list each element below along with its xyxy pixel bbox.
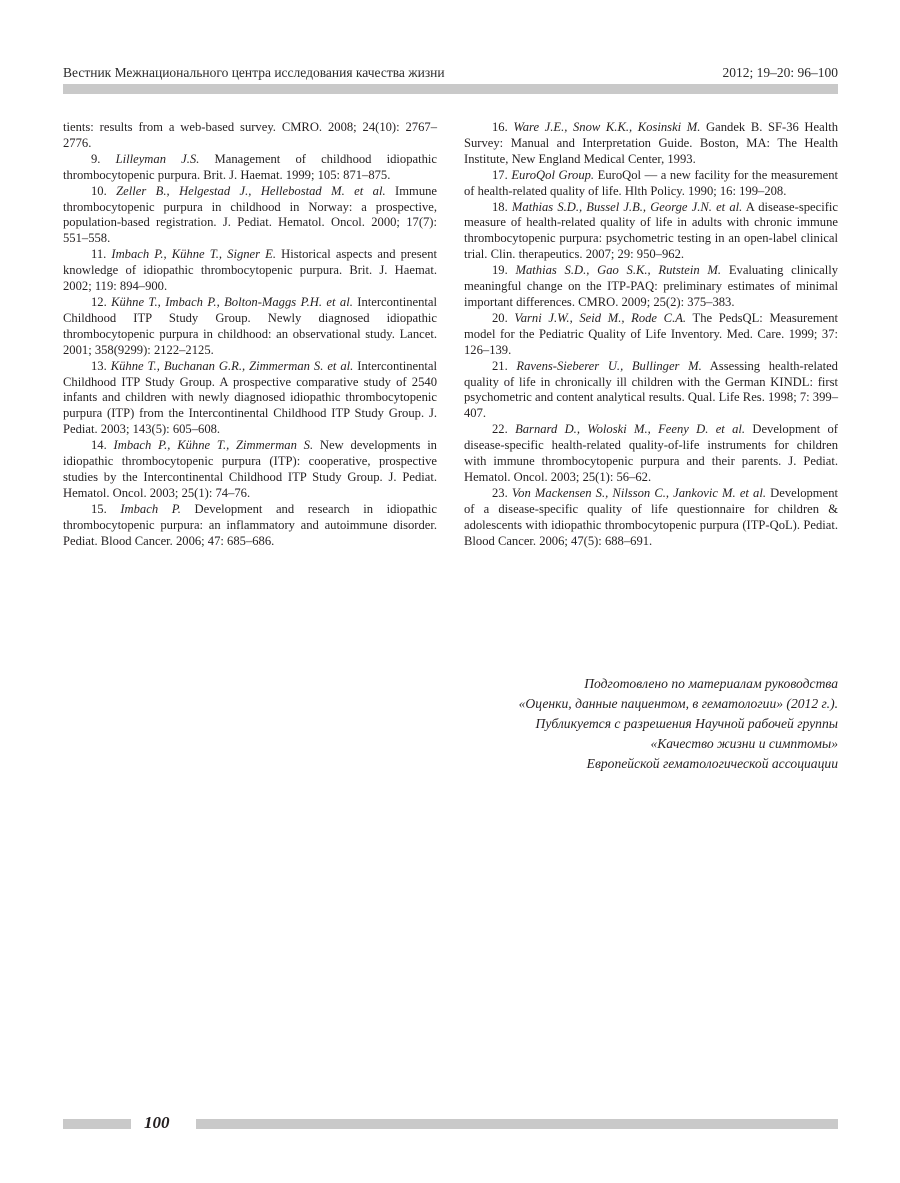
footer-rule-left [63,1119,131,1129]
reference-authors: Mathias S.D., Gao S.K., Rutstein M. [515,263,722,278]
reference-number: 11. [91,247,107,262]
reference-authors: Lilleyman J.S. [115,151,200,166]
reference-20 [464,311,838,359]
acknowledgement-line: «Качество жизни и симптомы» [650,736,838,751]
journal-title: Вестник Межнационального центра исследования качества жизни [63,65,445,80]
reference-23 [464,486,838,550]
reference-text: A disease-specific measure of health-related quality of life in adults with chronic immune thrombocytopenic purpura: psychometric testing in an open-label clinical trial. Clin. therapeutics. 2007; 29: 950–962. [464,199,838,262]
reference-15 [63,502,437,550]
reference-number: 10. [91,183,107,198]
acknowledgement-note [380,674,838,774]
reference-text: tients: results from a web-based survey. CMRO. 2008; 24(10): 2767–2776. [63,120,437,150]
reference-text: The PedsQL: Measurement model for the Pediatric Quality of Life Inventory. Med. Care. 1999; 37: 126–139. [464,310,839,357]
reference-number: 13. [91,358,107,373]
reference-text: Management of childhood idiopathic thrombocytopenic purpura. Brit. J. Haemat. 1999; 105: 871–875. [63,151,437,182]
acknowledgement-line: Европейской гематологической ассоциации [586,756,838,771]
reference-17 [464,168,838,200]
acknowledgement-line: Публикуется с разрешения Научной рабочей группы [535,716,838,731]
reference-continued [63,120,437,152]
reference-authors: Zeller B., Helgestad J., Hellebostad M. et al. [116,183,386,198]
left-column [63,120,437,549]
reference-text: Gandek B. SF-36 Health Survey: Manual and Interpretation Guide. Boston, MA: The Health Institute, New England Medical Center, 1993. [464,120,838,166]
reference-number: 22. [492,422,508,437]
reference-number: 16. [492,120,508,134]
right-column [464,120,838,549]
reference-number: 14. [91,438,107,453]
reference-21 [464,359,838,423]
reference-text: Historical aspects and present knowledge of idiopathic thrombocytopenic purpura. Brit. J. Haemat. 2002; 119: 894–900. [63,247,437,294]
reference-authors: Varni J.W., Seid M., Rode C.A. [514,310,687,325]
reference-18 [464,200,838,264]
reference-11 [63,247,437,295]
reference-authors: Mathias S.D., Bussel J.B., George J.N. et al. [511,199,743,214]
reference-authors: Kühne T., Buchanan G.R., Zimmerman S. et al. [110,358,354,373]
reference-9 [63,152,437,184]
acknowledgement-line: Подготовлено по материалам руководства [584,676,838,691]
reference-number: 19. [492,263,508,278]
reference-14 [63,438,437,502]
issue-info: 2012; 19–20: 96–100 [722,65,838,80]
reference-number: 18. [492,199,508,214]
reference-text: Development of disease-specific health-related quality-of-life instruments for children with immune thrombocytopenic purpura and their parents. J. Pediat. Hematol. Oncol. 2003; 25(1): 56–62. [464,422,838,484]
reference-number: 17. [492,167,508,182]
acknowledgement-line: «Оценки, данные пациентом, в гематологии» (2012 г.). [518,696,838,711]
reference-authors: Von Mackensen S., Nilsson C., Jankovic M. et al. [511,485,766,500]
reference-number: 21. [492,358,508,373]
page-number: 100 [144,1113,170,1132]
reference-text: Development and research in idiopathic thrombocytopenic purpura: an inflammatory and autoimmune disorder. Pediat. Blood Cancer. 2006; 47: 685–686. [63,501,437,548]
running-header [63,64,838,82]
reference-authors: Barnard D., Woloski M., Feeny D. et al. [515,422,746,437]
reference-number: 23. [492,485,508,500]
reference-text: Development of a disease-specific quality of life questionnaire for children & adolescents with idiopathic thrombocytopenic purpura (ITP-QoL). Pediat. Blood Cancer. 2006; 47(5): 688–691. [464,485,838,548]
reference-authors: Imbach P. [120,501,181,516]
reference-authors: Imbach P., Kühne T., Signer E. [111,247,276,262]
reference-text: Intercontinental Childhood ITP Study Group. A prospective comparative study of 2540 infants and children with newly diagnosed idiopathic thrombocytopenic purpura (ITP) from the Intercontinental Childhood ITP Study Group. J. Pediat. 2003; 143(5): 605–608. [63,358,438,437]
reference-number: 20. [492,310,508,325]
reference-text: Immune thrombocytopenic purpura in childhood in Norway: a prospective, population-based registration. J. Pediat. Hematol. Oncol. 2000; 17(7): 551–558. [63,183,438,246]
reference-22 [464,422,838,486]
reference-16 [464,120,838,168]
reference-authors: Imbach P., Kühne T., Zimmerman S. [113,438,314,453]
header-rule [63,84,838,94]
reference-13 [63,359,437,439]
reference-authors: EuroQol Group. [511,167,595,182]
reference-authors: Ware J.E., Snow K.K., Kosinski M. [513,120,701,134]
reference-number: 9. [91,151,101,166]
reference-authors: Ravens-Sieberer U., Bullinger M. [516,358,702,373]
reference-19 [464,263,838,311]
reference-number: 15. [91,501,107,516]
reference-number: 12. [91,294,107,309]
reference-text: EuroQol — a new facility for the measurement of health-related quality of life. Hlth Policy. 1990; 16: 199–208. [464,167,839,198]
reference-text: Assessing health-related quality of life in chronically ill children with the German KINDL: first psychometric and content analytical results. Qual. Life Res. 1998; 7: 399–407. [464,358,838,421]
reference-text: Evaluating clinically meaningful change on the ITP-PAQ: preliminary estimates of minimal important differences. CMRO. 2009; 25(2): 375–383. [464,263,838,309]
reference-authors: Kühne T., Imbach P., Bolton-Maggs P.H. et al. [111,294,353,309]
reference-text: Intercontinental Childhood ITP Study Group. Newly diagnosed idiopathic thrombocytopenic purpura in childhood: an observational study. Lancet. 2001; 358(9299): 2122–2125. [63,294,437,357]
reference-12 [63,295,437,359]
reference-text: New developments in idiopathic thrombocytopenic purpura (ITP): cooperative, prospective studies by the Intercontinental Childhood ITP Study Group. J. Pediat. Hematol. Oncol. 2003; 25(1): 74–76. [63,438,437,500]
footer-rule-right [196,1119,838,1129]
reference-10 [63,184,437,248]
